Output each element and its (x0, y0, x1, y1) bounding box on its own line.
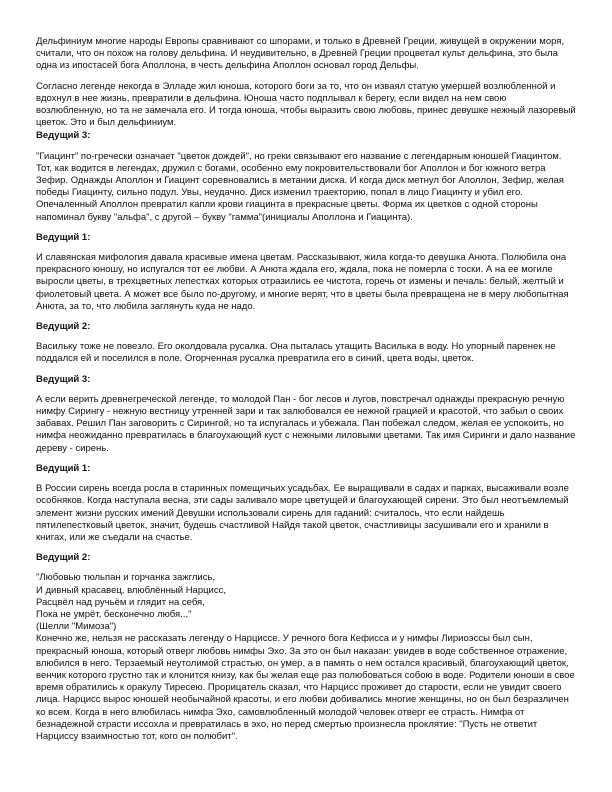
paragraph: Дельфиниум многие народы Европы сравнивают со шпорами, и только в Древней Греции, живущей в окружении моря, считали, что он похож на голову дельфина. И неудивительно, в Древней Греции процветал культ дельфина, это была одна из ипостасей бога Аполлона, в честь дельфина Аполлон основал город Дельфы. (36, 36, 565, 72)
paragraph: И славянская мифология давала красивые имена цветам. Рассказывают, жила когда-то девушка Анюта. Полюбила она прекрасного юношу, но испугался тот ее любви. А Анюта ждала его, ждала, пока не померла с тоски. А на ее могиле выросли цветы, в трехцветных лепестках которых отразились ее чистота, горечь от измены и печаль: белый, желтый и фиолетовый цвета. А может все было по-другому, и многие верят, что в цветы была превращена не в меру любопытная Анюта, за то, что любила заглянуть куда не надо. (36, 252, 569, 312)
speaker-heading: Ведущий 3: (36, 373, 91, 385)
speaker-heading: Ведущий 1: (36, 231, 91, 243)
speaker-heading: Ведущий 3: (36, 130, 91, 142)
speaker-heading: Ведущий 2: (36, 552, 91, 564)
poem-line: Пока не умрёт, бесконечно любя..." (36, 608, 192, 620)
speaker-heading: Ведущий 1: (36, 462, 91, 474)
paragraph: "Гиацинт" по-гречески означает "цветок дождей", но греки связывают его название с легендарным юношей Гиацинтом. Тот, как водится в легендах, дружил с богами, особенно ему покровительствовали бог Аполлон и бог южного ветра Зефир. Однажды Аполлон и Гиацинт соревновались в метании диска. И когда диск метнул бог Аполлон, Зефир, желая победы Гиацинту, сильно подул. Увы, неудачно. Диск изменил траекторию, попал в лицо Гиацинту и убил его. Опечаленный Аполлон превратил капли крови гиацинта в прекрасные цветы. Форма их цветков с одной стороны напоминал букву "альфа", с другой – букву "гамма"(инициалы Аполлона и Гиацинта). (36, 150, 564, 223)
poem-line: (Шелли "Мимоза") (36, 621, 117, 633)
paragraph: Васильку тоже не повезло. Его околдовала русалка. Она пыталась утащить Василька в воду. Но упорный паренек не поддался ей и поселился в поле. Огорченная русалка превратила его в синий, цвета воды, цветок. (36, 341, 556, 365)
paragraph: Конечно же, нельзя не рассказать легенду о Нарциссе. У речного бога Кефисса и у нимфы Лириоэссы был сын, прекрасный юноша, который отверг любовь нимфы Эхо. За это он был наказан: увидев в воде собственное отражение, влюбился в него. Терзаемый неутолимой страстью, он умер, а в память о нем остался красивый, благоухающий цветок, венчик которого грустно так и клонится книзу, как бы желая еще раз полюбоваться собою в воде. Родители юноши в свое время обратились к оракулу Тиресею. Прорицатель сказал, что Нарцисс проживет до старости, если не увидит своего лица. Нарцисс вырос юношей необычайной красоты, и его любви добивались многие женщины, но он был безразличен ко всем. Когда в него влюбилась нимфа Эхо, самовлюбленный молодой человек отверг ее страсть. Нимфа от безнадежной страсти иссохла и превратилась в эхо, но перед смертью произнесла проклятие: "Пусть не ответит Нарциссу взаимностью тот, кого он полюбит". (36, 633, 575, 742)
paragraph: Согласно легенде некогда в Элладе жил юноша, которого боги за то, что он изваял статую умершей возлюбленной и вдохнул в нее жизнь, превратили в дельфина. Юноша часто подплывал к берегу, если видел на нем свою возлюбленную, но та не замечала его. И тогда юноша, чтобы выразить свою любовь, принес девушке нежный лазоревый цветок. Это и был дельфиниум. (36, 80, 576, 129)
poem-line: Расцвёл над ручьём и глядит на себя, (36, 596, 205, 608)
poem-quote (36, 572, 576, 633)
poem-line: И дивный красавец, влюблённый Нарцисс, (36, 584, 227, 596)
speaker-heading: Ведущий 2: (36, 321, 91, 333)
poem-line: "Любовью тюльпан и горчанка зажглись, (36, 572, 216, 584)
paragraph: В России сирень всегда росла в старинных помещичьих усадьбах. Ее выращивали в садах и парках, высаживали возле особняков. Когда наступала весна, эти сады заливало море цветущей и благоухающей сирени. Это был неотъемлемый элемент жизни русских имений Девушки использовали сирень для гаданий: считалось, что если найдешь пятилепестковый цветок, значит, будешь счастливой Найдя такой цветок, счастливицы засушивали его и хранили в книгах, или же съедали на счастье. (36, 483, 569, 543)
paragraph: А если верить древнегреческой легенде, то молодой Пан - бог лесов и лугов, повстречал однажды прекрасную речную нимфу Сирингу - нежную вестницу утренней зари и так залюбовался ее нежной грацией и красотой, что забыл о своих забавах. Решил Пан заговорить с Сирингой, но та испугалась и убежала. Пан побежал следом, желая ее успокоить, но нимфа неожиданно превратилась в благоухающий куст с нежными лиловыми цветами. Так имя Сиринги и дало название дереву - сирень. (36, 393, 576, 454)
